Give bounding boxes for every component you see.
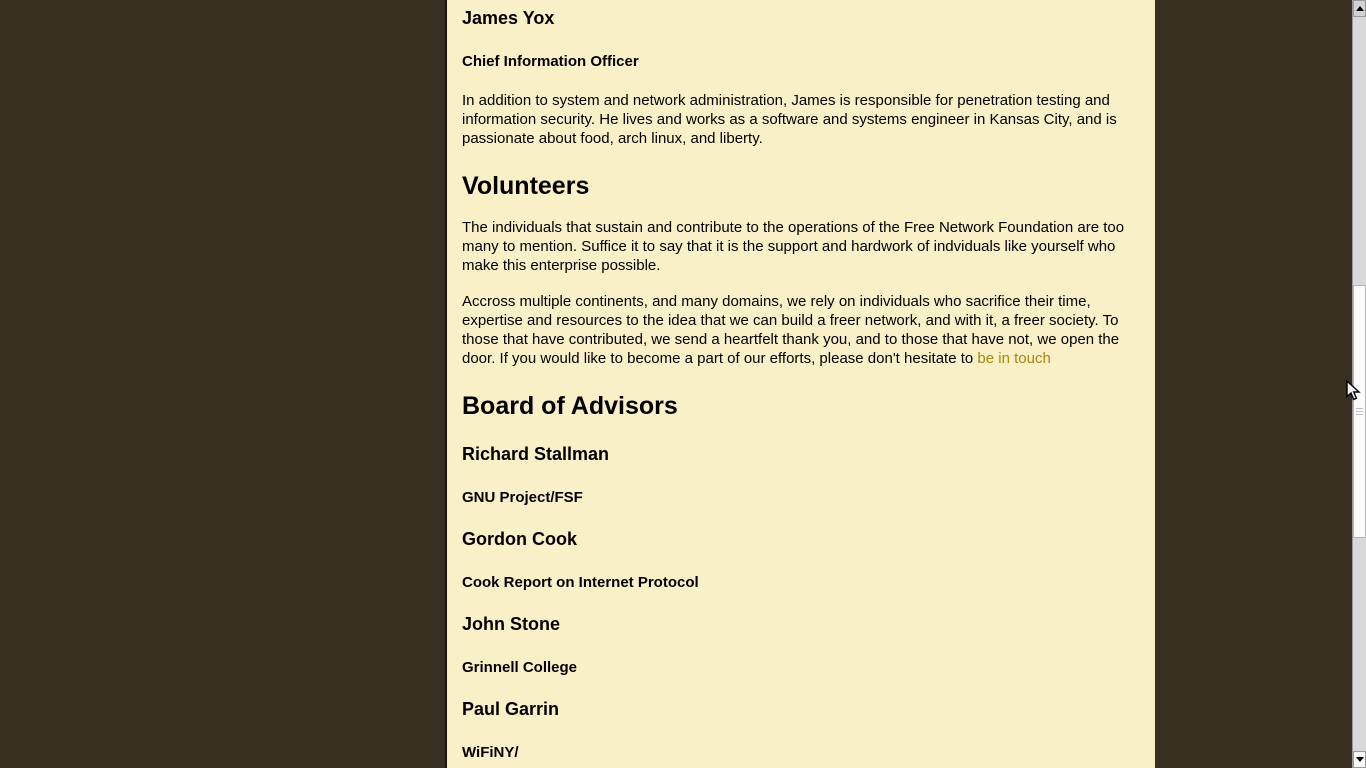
volunteers-paragraph-2 <box>462 292 1141 368</box>
staff-title: Chief Information Officer <box>462 53 639 70</box>
advisor-name-john-stone: John Stone <box>462 614 560 634</box>
advisor-affiliation-richard-stallman: GNU Project/FSF <box>462 489 583 506</box>
advisor-affiliation-gordon-cook: Cook Report on Internet Protocol <box>462 574 699 591</box>
advisor-affiliation-paul-garrin: WiFiNY/ <box>462 744 519 761</box>
scroll-down-arrow-icon <box>1356 757 1364 762</box>
scrollbar-up-button[interactable] <box>1353 0 1366 17</box>
scrollbar-down-button[interactable] <box>1353 751 1366 768</box>
staff-name: James Yox <box>462 8 555 28</box>
advisor-name-gordon-cook: Gordon Cook <box>462 529 577 549</box>
content-column <box>445 0 1155 768</box>
volunteers-paragraph-1: The individuals that sustain and contribute to the operations of the Free Network Foundation are too many to mention. Suffice it to say that it is the support and hardwork of indviduals like yourself who make this enterprise possible. <box>462 219 1125 274</box>
advisor-name-paul-garrin: Paul Garrin <box>462 699 560 719</box>
advisor-affiliation-john-stone: Grinnell College <box>462 659 578 676</box>
scrollbar-thumb[interactable] <box>1353 285 1366 538</box>
vertical-scrollbar[interactable] <box>1352 0 1366 768</box>
advisor-name-richard-stallman: Richard Stallman <box>462 444 610 464</box>
advisors-heading: Board of Advisors <box>462 392 678 420</box>
be-in-touch-link[interactable]: be in touch <box>977 350 1051 367</box>
volunteers-paragraph-2-text: Accross multiple continents, and many domains, we rely on individuals who sacrifice their time, expertise and resources to the idea that we can build a freer network, and with it, a freer society. To those that have contributed, we send a heartfelt thank you, and to those that have not, we open the door. If you would like to become a part of our efforts, please don't hesitate to <box>462 293 1120 367</box>
volunteers-heading: Volunteers <box>462 172 590 200</box>
scroll-up-arrow-icon <box>1356 6 1364 11</box>
scrollbar-thumb-grip-icon <box>1356 406 1363 417</box>
staff-bio: In addition to system and network administration, James is responsible for penetration testing and information security. He lives and works as a software and systems engineer in Kansas City, and is passionate about food, arch linux, and liberty. <box>462 92 1117 147</box>
